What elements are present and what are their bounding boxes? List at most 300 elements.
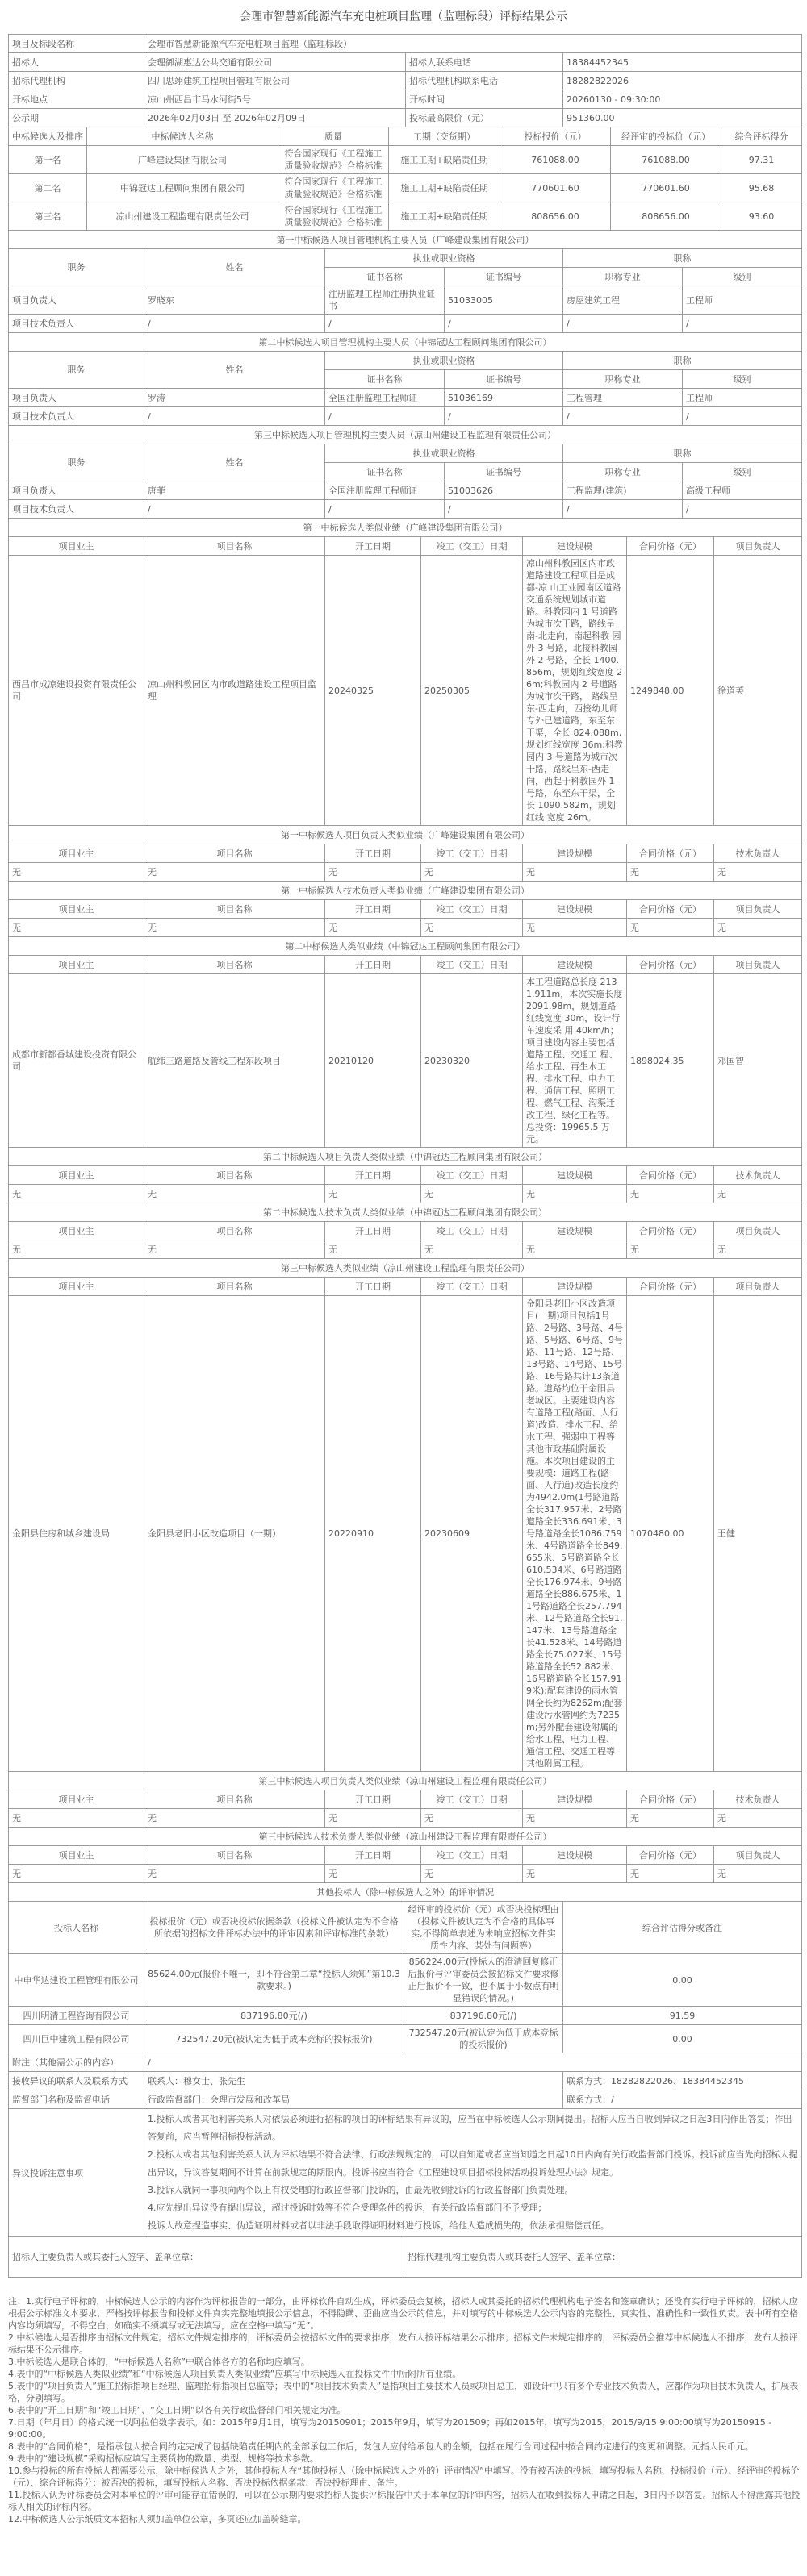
table-cell: / [445, 315, 563, 333]
section-header-row [9, 1883, 802, 1902]
field-label: 招标人 [9, 53, 144, 72]
field-label: 投标最高限价（元） [406, 109, 563, 127]
personnel-row [9, 315, 802, 333]
column-header: 证书编号 [445, 370, 563, 389]
complaint-item: 投诉人故意捏造事实、伪造证明材料或者以非法手段取得证明材料进行投诉，给他人造成损失的，依法承担赔偿责任。 [148, 2220, 609, 2231]
column-header: 项目业主 [9, 956, 144, 974]
table-cell: 无 [523, 1809, 627, 1828]
field-value: 会理市智慧新能源汽车充电桩项目监理（监理标段） [144, 35, 802, 53]
column-header: 职务 [9, 444, 144, 481]
table-cell: 唐菲 [144, 481, 325, 500]
column-header: 项目名称 [144, 956, 325, 974]
table-cell: 航纬三路道路及管线工程东段项目 [144, 974, 325, 1148]
section-title: 第三中标候选人项目负责人类似业绩（凉山州建设工程监理有限责任公司） [9, 1772, 802, 1790]
table-cell: 无 [421, 1865, 523, 1883]
column-header: 竣工（交工）日期 [421, 1846, 523, 1865]
table-cell: 符合国家现行《工程施工质量验收规范》合格标准 [278, 202, 389, 231]
column-header: 技术负责人 [714, 844, 802, 863]
complaint-item: 1.投标人或者其他利害关系人对依法必须进行招标的项目的评标结果有异议的，应当在中标候选人公示期间提出。招标人应当自收到异议之日起3日内作出答复；作出答复前，应当暂停招标投标活动。 [148, 2114, 792, 2142]
column-header: 合同价格（元） [627, 1846, 714, 1865]
table-cell: 51033005 [445, 286, 563, 315]
field-value: 18282822026 [563, 72, 802, 90]
personnel-table [8, 332, 802, 426]
column-header: 职称 [563, 352, 802, 370]
table-cell: 第一名 [9, 146, 87, 174]
column-header: 项目名称 [144, 844, 325, 863]
column-header: 项目名称 [144, 1846, 325, 1865]
table-cell: 无 [421, 1185, 523, 1203]
table-cell: / [445, 407, 563, 426]
field-value: 凉山州西昌市马水河街5号 [144, 90, 406, 109]
info-row [9, 109, 802, 127]
field-label: 招标代理机构联系电话 [406, 72, 563, 90]
field-label: 附注（其他需公示的内容） [9, 2053, 144, 2072]
section-header-row [9, 937, 802, 956]
table-cell: / [325, 407, 445, 426]
column-header: 项目业主 [9, 900, 144, 919]
section-header-row [9, 1828, 802, 1846]
table-cell: 1070480.00 [627, 1296, 714, 1772]
section-title: 第一中标候选人类似业绩（广峰建设集团有限公司） [9, 519, 802, 537]
performance-row [9, 556, 802, 826]
info-row [9, 53, 802, 72]
note-item: 2.中标候选人是否排序由招标文件规定。招标文件规定排序的，评标委员会按招标文件的要求排序，发布人按评标结果公示排序；招标文件未规定排序的，评标委员会推荐中标候选人不排序，发布人按评标结果不公示排序。 [8, 2332, 798, 2355]
table-header-row [9, 1166, 802, 1185]
column-header: 项目负责人 [714, 1222, 802, 1240]
table-header-row [9, 900, 802, 919]
performance-table [8, 1258, 802, 1772]
candidate-row [9, 174, 802, 202]
table-cell: / [144, 407, 325, 426]
performance-table [8, 881, 802, 937]
table-cell: / [325, 315, 445, 333]
table-header-row [9, 127, 802, 146]
section-title: 第一中标候选人项目负责人类似业绩（广峰建设集团有限公司） [9, 826, 802, 844]
table-header-row [9, 537, 802, 556]
table-cell: 0.00 [563, 2025, 802, 2053]
table-cell: 工程师 [683, 389, 802, 407]
performance-table [8, 1827, 802, 1883]
column-header: 项目名称 [144, 1166, 325, 1185]
table-cell: 732547.20元(被认定为低于成本竞标的投标报价) [144, 2025, 404, 2053]
field-value: 2026年02月03日 至 2026年02月09日 [144, 109, 406, 127]
column-header: 证书名称 [325, 370, 445, 389]
section-header-row [9, 231, 802, 249]
column-header: 级别 [683, 268, 802, 286]
column-header: 开工日期 [325, 900, 421, 919]
column-header: 项目名称 [144, 1790, 325, 1809]
column-header: 合同价格（元） [627, 537, 714, 556]
table-cell: 无 [144, 863, 325, 882]
column-header: 级别 [683, 463, 802, 481]
table-cell: 无 [714, 1240, 802, 1259]
column-header: 开工日期 [325, 844, 421, 863]
table-header-row [9, 444, 802, 463]
table-cell: 无 [9, 919, 144, 937]
column-header: 项目负责人 [714, 956, 802, 974]
section-header-row [9, 1772, 802, 1790]
column-header: 开工日期 [325, 537, 421, 556]
table-cell: 施工工期+缺陷责任期 [389, 174, 500, 202]
table-cell: 837196.80元(/) [144, 2007, 404, 2025]
notes-section [8, 2295, 801, 2525]
table-cell: 51003626 [445, 481, 563, 500]
field-label: 开标地点 [9, 90, 144, 109]
column-header: 项目负责人 [714, 900, 802, 919]
table-cell: 51036169 [445, 389, 563, 407]
column-header: 项目业主 [9, 1278, 144, 1296]
field-value: 18384452345 [563, 53, 802, 72]
note-item: 注：1.实行电子评标的，中标候选人公示的内容作为评标报告的一部分，由评标软件自动生成，评标委员会复核，招标人或其委托的招标代理机构电子签名和签章确认；还没有实行电子评标的，招标人应根据公示标准文本要求，严格按评标报告和投标文件真实完整地填报公示信息，不得隐瞒、歪曲应当公示的信息，并对填写的中标候选人公示内容的完整性、真实性、准确性和一致性负责。表中所有空格内容均须填写，不得空白，如确实不须填写或无法填写，应在空格中填写“无”。 [8, 2296, 798, 2331]
table-header-row [9, 249, 802, 268]
table-cell: 20230609 [421, 1296, 523, 1772]
candidate-row [9, 202, 802, 231]
other-bidders-table [8, 1882, 802, 2053]
table-cell: 无 [9, 1185, 144, 1203]
column-header: 执业或职业资格 [325, 444, 563, 463]
table-cell: 20230320 [421, 974, 523, 1148]
table-cell: 房屋建筑工程 [563, 286, 683, 315]
column-header: 综合评估得分或备注 [563, 1902, 802, 1954]
field-label: 异议投诉注意事项 [9, 2109, 144, 2237]
column-header: 职务 [9, 249, 144, 286]
field-label: 接收异议的联系人及联系方式 [9, 2072, 144, 2090]
table-cell: 无 [325, 919, 421, 937]
note-item: 6.表中的“开工日期”和“竣工日期”、“交工日期”以各有关行政监督部门相关规定为准。 [8, 2405, 346, 2416]
tenderer-signature: 招标人主要负责人或其委托人签字、盖单位章： [9, 2237, 404, 2278]
table-cell: 四川明清工程咨询有限公司 [9, 2007, 144, 2025]
column-header: 技术负责人 [714, 1166, 802, 1185]
table-cell: 无 [144, 919, 325, 937]
table-cell: 中锦冠达工程顾问集团有限公司 [87, 174, 278, 202]
column-header: 竣工（交工）日期 [421, 900, 523, 919]
section-header-row [9, 1203, 802, 1222]
table-cell: 施工工期+缺陷责任期 [389, 146, 500, 174]
column-header: 执业或职业资格 [325, 249, 563, 268]
complaint-item: 2.投标人或者其他利害关系人认为评标结果不符合法律、行政法规规定的，可以自知道或者应当知道之日起10日内向有关行政监督部门投诉。投诉前应当先向招标人提出异议，异议答复期间不计算在前款规定的期限内。投诉书应当符合《工程建设项目招标投标活动投诉处理办法》规定。 [148, 2149, 798, 2178]
column-header: 职称 [563, 249, 802, 268]
section-header-row [9, 519, 802, 537]
result-tables [8, 34, 801, 2278]
table-cell: 无 [714, 863, 802, 882]
column-header: 中标候选人名称 [87, 127, 278, 146]
column-header: 项目名称 [144, 1222, 325, 1240]
column-header: 职称专业 [563, 268, 683, 286]
column-header: 项目名称 [144, 900, 325, 919]
info-row [9, 90, 802, 109]
table-cell: 无 [144, 1185, 325, 1203]
table-cell: 徐道芙 [714, 556, 802, 826]
performance-table [8, 825, 802, 882]
info-row [9, 72, 802, 90]
table-cell: 无 [325, 1865, 421, 1883]
table-cell: 凉山州建设工程监理有限责任公司 [87, 202, 278, 231]
column-header: 开工日期 [325, 1790, 421, 1809]
other-bidder-row [9, 2007, 802, 2025]
table-cell: 注册监理工程师注册执业证书 [325, 286, 445, 315]
table-cell: 无 [325, 1809, 421, 1828]
performance-row [9, 1296, 802, 1772]
table-cell: 20240325 [325, 556, 421, 826]
table-cell: 符合国家现行《工程施工质量验收规范》合格标准 [278, 174, 389, 202]
table-cell: 项目技术负责人 [9, 407, 144, 426]
table-cell: 金阳县老旧小区改造项目(一期)项目包括1号路、2号路、3号路、4号路、5号路、6号路、9号路、11号路、12号路、13号路、14号路、15号路、16号路共计13条道路。道路均位于金阳县老城区。主要建设内容有道路工程(路面、人行道)改造、排水工程、给水工程、强弱电工程等其他市政基础附属设施。本次项目建设的主要规模：道路工程(路面、人行道)改造长度约为4942.0m(1号路道路全长317.957米、2号路道路全长336.691米、3号路道路全长1086.759米、4号路道路全长849.655米、5号路道路全长610.534米、6号路道路全长176.974米、9号路道路全长886.675米、11号路道路全长257.794米、12号路道路全长91.147米、13号路道路全长41.528米、14号路道路全长75.027米、15号路道路全长52.882米、16号路道路全长157.919米);配套建设的雨水管网全长约为8262m;配套建设污水管网约为7235m;另外配套建设附属的给水工程、电力工程、通信工程、交通工程等其他附属工程。 [523, 1296, 627, 1772]
column-header: 竣工（交工）日期 [421, 956, 523, 974]
table-cell: 第二名 [9, 174, 87, 202]
table-cell: 20210120 [325, 974, 421, 1148]
table-cell: 项目技术负责人 [9, 500, 144, 519]
table-cell: 无 [627, 919, 714, 937]
table-cell: / [683, 407, 802, 426]
table-cell: 856224.00元(投标人的澄清回复修正后报价与评审委员会按招标文件要求修正后报价不一致，也不属于小数点有明显错误的情况。) [404, 1954, 563, 2007]
column-header: 竣工（交工）日期 [421, 1166, 523, 1185]
table-cell: 项目负责人 [9, 286, 144, 315]
table-cell: 无 [714, 1809, 802, 1828]
column-header: 开工日期 [325, 1278, 421, 1296]
column-header: 建设规模 [523, 537, 627, 556]
table-cell: 无 [9, 1865, 144, 1883]
candidates-table [8, 127, 802, 231]
table-header-row [9, 1278, 802, 1296]
table-cell: 1249848.00 [627, 556, 714, 826]
table-cell: 全国注册监理工程师证 [325, 481, 445, 500]
table-cell: 工程师 [683, 286, 802, 315]
column-header: 建设规模 [523, 1790, 627, 1809]
table-cell: 金阳县老旧小区改造项目（一期） [144, 1296, 325, 1772]
section-title: 其他投标人（除中标候选人之外）的评审情况 [9, 1883, 802, 1902]
column-header: 竣工（交工）日期 [421, 844, 523, 863]
column-header: 投标人名称 [9, 1902, 144, 1954]
column-header: 职称 [563, 444, 802, 463]
table-cell: 761088.00 [611, 146, 721, 174]
table-cell: 97.31 [721, 146, 802, 174]
table-cell: 罗晓东 [144, 286, 325, 315]
column-header: 职务 [9, 352, 144, 389]
note-item: 4.表中的“中标候选人类似业绩”和“中标候选人项目负责人类似业绩”应填写中标候选人在投标文件中所附所有业绩。 [8, 2369, 462, 2379]
section-header-row [9, 882, 802, 900]
column-header: 项目名称 [144, 537, 325, 556]
note-item: 7.日期（年月日）的格式统一以阿拉伯数字表示。如：2015年9月1日，填写为20150901；2015年9月，填写为201509；再如2015年，填写为2015，2015/9/15 9:00:00填写为20150915 - 9:00:00。 [8, 2417, 772, 2440]
table-cell: 施工工期+缺陷责任期 [389, 202, 500, 231]
column-header: 建设规模 [523, 1278, 627, 1296]
table-cell: 无 [523, 919, 627, 937]
table-cell: 无 [714, 1185, 802, 1203]
table-cell: 项目负责人 [9, 389, 144, 407]
table-cell: 无 [627, 863, 714, 882]
table-cell: 四川巨中建筑工程有限公司 [9, 2025, 144, 2053]
note-item: 10.参与投标的所有投标人都需要公示，除中标候选人之外，其他投标人在“其他投标人（除中标候选人之外的）评审情况”中填写。没有被否决的投标，填写投标人名称、投标报价（元）、经评审的投标价（元）、综合评标得分；被否决的投标，填写投标人名称、否决投标依据条款、否决投标理由、备注。 [8, 2466, 800, 2488]
section-title: 第一中标候选人项目管理机构主要人员（广峰建设集团有限公司） [9, 231, 802, 249]
note-item: 3.中标候选人是联合体的，“中标候选人名称”中联合体各方的名称均应填写。 [8, 2357, 310, 2367]
column-header: 合同价格（元） [627, 844, 714, 863]
performance-row [9, 974, 802, 1148]
column-header: 职称专业 [563, 463, 683, 481]
column-header: 建设规模 [523, 1846, 627, 1865]
personnel-table [8, 425, 802, 519]
section-header-row [9, 333, 802, 352]
contact-value: 联系方式：18282822026、18384452345 [563, 2072, 802, 2090]
column-header: 经评审的投标价（元）或否决投标理由（投标文件被认定为不合格的具体事实,不得简单表述为未响应招标文件实质性内容、某处有问题等） [404, 1902, 563, 1954]
column-header: 项目负责人 [714, 537, 802, 556]
table-header-row [9, 1790, 802, 1809]
section-title: 第二中标候选人项目管理机构主要人员（中锦冠达工程顾问集团有限公司） [9, 333, 802, 352]
table-cell: 罗涛 [144, 389, 325, 407]
table-cell: 732547.20元(被认定为低于成本竞标的投标报价) [404, 2025, 563, 2053]
supervision-row [9, 2090, 802, 2109]
table-cell: 无 [325, 1240, 421, 1259]
column-header: 项目负责人 [714, 1278, 802, 1296]
column-header: 工期（交货期） [389, 127, 500, 146]
note-item: 12.中标候选人公示纸质文本招标人须加盖单位公章，多页还应加盖骑缝章。 [8, 2514, 307, 2524]
table-cell: 0.00 [563, 1954, 802, 2007]
table-cell: 无 [421, 863, 523, 882]
performance-table [8, 518, 802, 826]
column-header: 质量 [278, 127, 389, 146]
field-value: / [144, 2053, 802, 2072]
table-header-row [9, 352, 802, 370]
table-cell: 西昌市成凉建设投资有限责任公司 [9, 556, 144, 826]
table-cell: 凉山州科教园区内市政道路建设工程项目监理 [144, 556, 325, 826]
field-value: 行政监督部门：会理市发展和改革局 [144, 2090, 563, 2109]
column-header: 姓名 [144, 249, 325, 286]
table-cell: 无 [627, 1809, 714, 1828]
note-item: 11.投标人认为评标委员会对本单位的评审可能存在错误的，可以在公示期内要求招标人提供评标报告中关于本单位的评审内容，招标人在收到投标人申请之日起，3日内予以答复。招标人不得泄露其他投标人相关的评标内容。 [8, 2490, 801, 2512]
field-label: 项目及标段名称 [9, 35, 144, 53]
field-label: 招标代理机构 [9, 72, 144, 90]
column-header: 开工日期 [325, 1166, 421, 1185]
page-title: 会理市智慧新能源汽车充电桩项目监理（监理标段）评标结果公示 [240, 10, 567, 23]
table-cell: 1898024.35 [627, 974, 714, 1148]
section-header-row [9, 826, 802, 844]
info-row [9, 35, 802, 53]
personnel-row [9, 286, 802, 315]
table-cell: / [325, 500, 445, 519]
performance-table [8, 1203, 802, 1259]
column-header: 证书名称 [325, 463, 445, 481]
performance-row [9, 919, 802, 937]
column-header: 项目业主 [9, 1222, 144, 1240]
note-item: 9.表中的“建设规模”采购招标应填写主要货物的数量、类型、规格等技术参数。 [8, 2453, 319, 2464]
column-header: 建设规模 [523, 1166, 627, 1185]
table-cell: 95.68 [721, 174, 802, 202]
table-cell: / [683, 500, 802, 519]
table-cell: 第三名 [9, 202, 87, 231]
table-header-row [9, 844, 802, 863]
table-cell: 无 [325, 1185, 421, 1203]
table-header-row [9, 1902, 802, 1954]
section-title: 第二中标候选人技术负责人类似业绩（中锦冠达工程顾问集团有限公司） [9, 1203, 802, 1222]
section-title: 第二中标候选人项目负责人类似业绩（中锦冠达工程顾问集团有限公司） [9, 1148, 802, 1166]
table-cell: 全国注册监理工程师证 [325, 389, 445, 407]
performance-table [8, 1771, 802, 1828]
table-cell: 无 [144, 1240, 325, 1259]
table-cell: 无 [9, 863, 144, 882]
column-header: 执业或职业资格 [325, 352, 563, 370]
column-header: 投标报价（元） [500, 127, 611, 146]
objection-contact-row [9, 2072, 802, 2090]
section-title: 第三中标候选人类似业绩（凉山州建设工程监理有限责任公司） [9, 1259, 802, 1278]
table-cell: 成都市新都香城建设投资有限公司 [9, 974, 144, 1148]
performance-row [9, 1185, 802, 1203]
table-cell: 凉山州科教园区内市政道路建设工程项目是成都-凉 山工业园南区道路交通系统规划城市道路。科教园内 1 号道路为城市次干路，路线呈南-北走向，南起科教 园外 3 号路，北接科教园外 2 号路，全长 1400.856m，规划红线宽度 26m;科教园内 2 号道路为城市次干路， 路线呈东-西走向，西接幼儿师专外已建道路，东至东干渠，全长 824.088m,规划红线宽度 36m;科教园内 3 号道路为城市次干路，路线呈东-西走向，西起于科教园外 1 号路，东至东干渠，全长 1090.582m，规划红线 宽度 26m。 [523, 556, 627, 826]
field-value: 联系人：穆女士、张先生 [144, 2072, 563, 2090]
table-cell: 无 [421, 1809, 523, 1828]
column-header: 姓名 [144, 352, 325, 389]
complaint-table [8, 2108, 802, 2237]
section-header-row [9, 426, 802, 444]
performance-row [9, 1240, 802, 1259]
column-header: 开工日期 [325, 956, 421, 974]
column-header: 合同价格（元） [627, 1790, 714, 1809]
section-header-row [9, 1148, 802, 1166]
table-cell: 工程管理 [563, 389, 683, 407]
complaint-item: 4.应先提出异议没有提出异议，超过投诉时效等不符合受理条件的投诉，有关行政监督部门不予受理； [148, 2203, 547, 2213]
column-header: 综合评标得分 [721, 127, 802, 146]
field-label: 监督部门名称及监督电话 [9, 2090, 144, 2109]
table-cell: 93.60 [721, 202, 802, 231]
performance-table [8, 1147, 802, 1203]
column-header: 证书编号 [445, 268, 563, 286]
table-cell: 中申华达建设工程管理有限公司 [9, 1954, 144, 2007]
table-cell: 高级工程师 [683, 481, 802, 500]
personnel-row [9, 481, 802, 500]
column-header: 项目业主 [9, 1166, 144, 1185]
other-bidder-row [9, 2025, 802, 2053]
table-cell: 808656.00 [500, 202, 611, 231]
section-header-row [9, 1259, 802, 1278]
field-label: 招标人联系电话 [406, 53, 563, 72]
column-header: 技术负责人 [714, 1790, 802, 1809]
table-cell: 工程监理(建筑) [563, 481, 683, 500]
column-header: 项目业主 [9, 1846, 144, 1865]
table-cell: 无 [523, 1240, 627, 1259]
table-cell: 无 [421, 919, 523, 937]
column-header: 建设规模 [523, 900, 627, 919]
table-cell: 837196.80元(/) [404, 2007, 563, 2025]
other-bidder-row [9, 1954, 802, 2007]
column-header: 合同价格（元） [627, 1222, 714, 1240]
column-header: 项目负责人 [714, 1846, 802, 1865]
table-cell: 无 [144, 1809, 325, 1828]
performance-row [9, 1865, 802, 1883]
table-cell: 金阳县住房和城乡建设局 [9, 1296, 144, 1772]
table-cell: 无 [627, 1185, 714, 1203]
table-cell: 无 [144, 1865, 325, 1883]
table-cell: 770601.60 [611, 174, 721, 202]
table-cell: / [563, 315, 683, 333]
table-cell: 无 [714, 919, 802, 937]
performance-row [9, 863, 802, 882]
column-header: 项目名称 [144, 1278, 325, 1296]
table-cell: 770601.60 [500, 174, 611, 202]
table-cell: 无 [714, 1865, 802, 1883]
section-title: 第三中标候选人项目管理机构主要人员（凉山州建设工程监理有限责任公司） [9, 426, 802, 444]
remarks-row [9, 2053, 802, 2072]
table-cell: 无 [9, 1809, 144, 1828]
table-cell: 符合国家现行《工程施工质量验收规范》合格标准 [278, 146, 389, 174]
note-item: 8.表中的“合同价格”，是指承包人按合同约定完成了包括缺陷责任期内的全部承包工作后，发包人应付给承包人的金额，包括在履行合同过程中按合同约定进行的变更和调整。元指人民币元。 [8, 2441, 754, 2452]
section-title: 第二中标候选人类似业绩（中锦冠达工程顾问集团有限公司） [9, 937, 802, 956]
contact-value: 联系方式：/ [563, 2090, 802, 2109]
column-header: 合同价格（元） [627, 1166, 714, 1185]
complaint-content [144, 2109, 802, 2237]
table-cell: / [683, 315, 802, 333]
candidate-row [9, 146, 802, 174]
table-cell: / [563, 407, 683, 426]
table-header-row [9, 1222, 802, 1240]
performance-row [9, 1809, 802, 1828]
personnel-row [9, 500, 802, 519]
